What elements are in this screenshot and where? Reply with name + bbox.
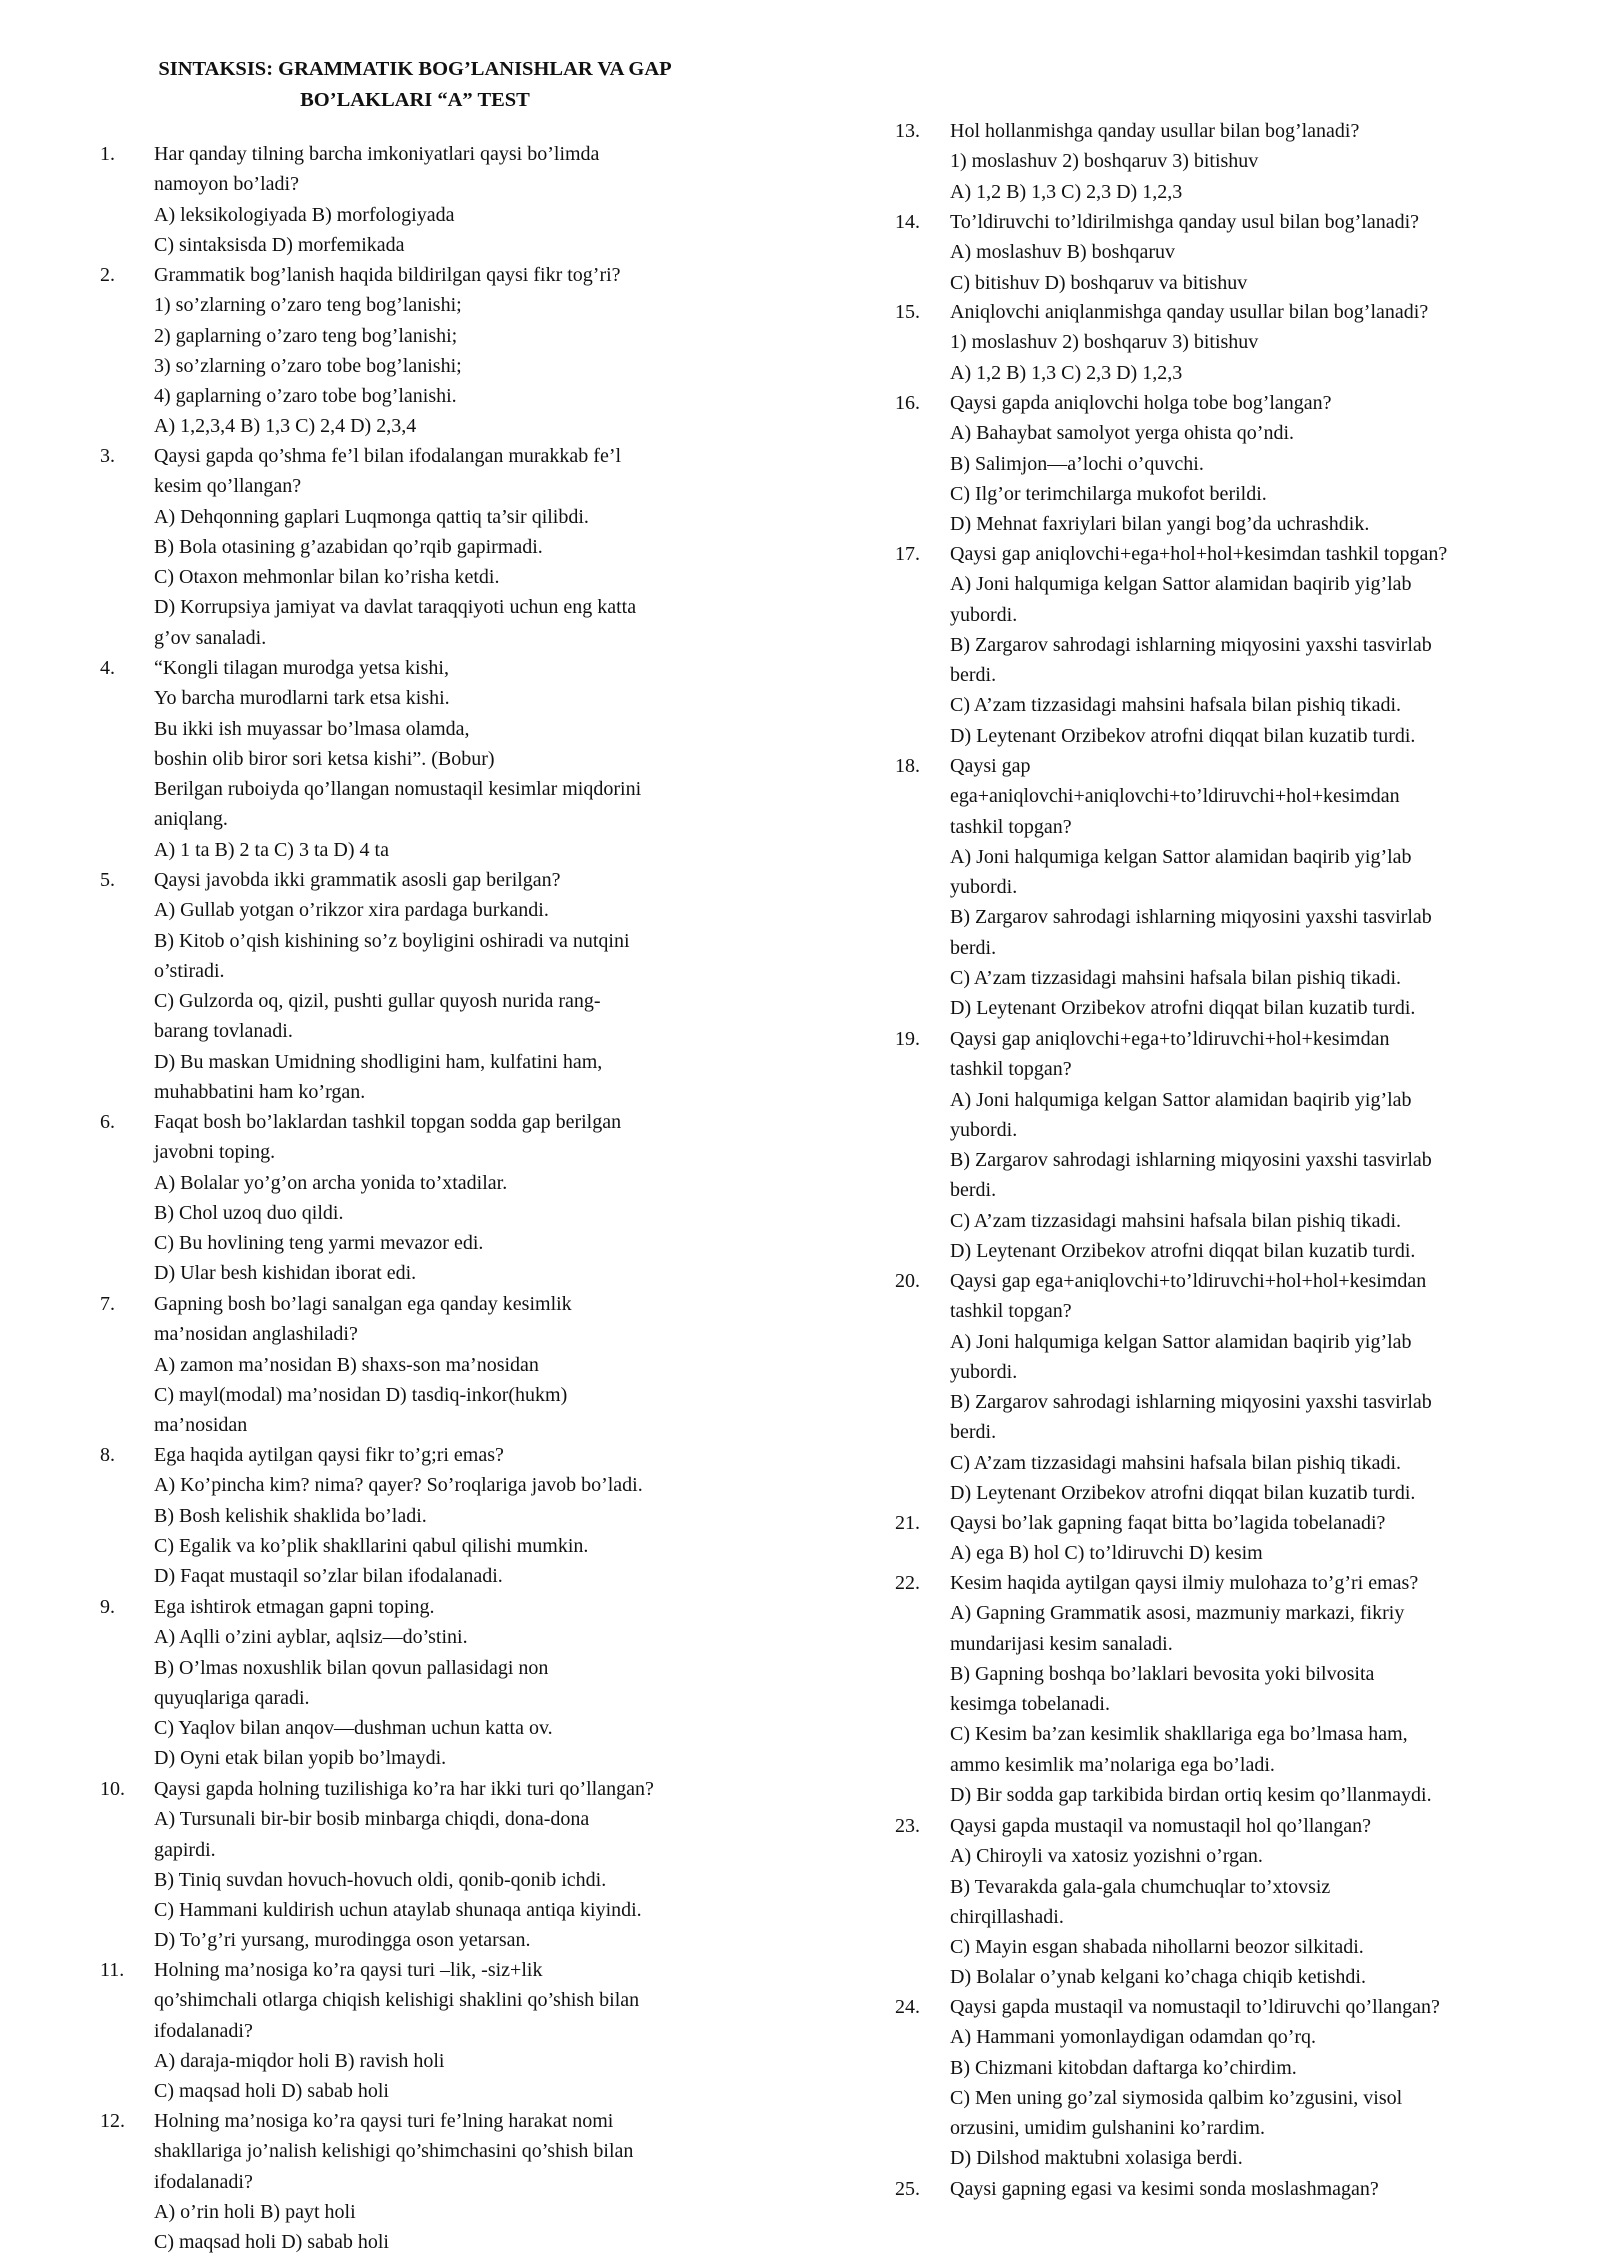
question-number: 9. xyxy=(100,1596,115,1618)
question-line: A) 1,2 B) 1,3 C) 2,3 D) 1,2,3 xyxy=(950,180,1183,203)
question-line: D) Korrupsiya jamiyat va davlat taraqqiyoti uchun eng katta xyxy=(154,596,637,619)
question-3 xyxy=(100,441,636,653)
question-body xyxy=(154,653,641,865)
question-7 xyxy=(100,1289,572,1440)
question-text: Holning ma’nosiga ko’ra qaysi turi fe’lning harakat nomi xyxy=(154,2110,614,2132)
question-10 xyxy=(100,1774,654,1956)
question-number: 17. xyxy=(895,543,920,565)
question-line: C) bitishuv D) boshqaruv va bitishuv xyxy=(950,271,1248,294)
question-number: 23. xyxy=(895,1815,920,1837)
question-body xyxy=(950,1568,1432,1810)
question-line: o’stiradi. xyxy=(154,959,225,982)
question-line: 1) moslashuv 2) boshqaruv 3) bitishuv xyxy=(950,150,1259,173)
question-number: 15. xyxy=(895,301,920,323)
question-line: C) Yaqlov bilan anqov—dushman uchun katta ov. xyxy=(154,1717,553,1740)
question-line: B) Bola otasining g’azabidan qo’rqib gapirmadi. xyxy=(154,535,543,558)
question-number: 3. xyxy=(100,445,115,467)
question-line: berdi. xyxy=(950,1179,997,1202)
question-line: orzusini, umidim gulshanini ko’rardim. xyxy=(950,2117,1265,2140)
question-line: A) moslashuv B) boshqaruv xyxy=(950,241,1175,264)
question-body xyxy=(950,751,1432,1024)
question-line: C) sintaksisda D) morfemikada xyxy=(154,233,405,256)
question-text: Har qanday tilning barcha imkoniyatlari qaysi bo’limda xyxy=(154,143,600,165)
question-line: kesim qo’llangan? xyxy=(154,475,302,498)
question-line: shakllariga jo’nalish kelishigi qo’shimchasini qo’shish bilan xyxy=(154,2140,634,2163)
question-line: C) A’zam tizzasidagi mahsini hafsala bilan pishiq tikadi. xyxy=(950,694,1402,717)
question-line: B) Zargarov sahrodagi ishlarning miqyosini yaxshi tasvirlab xyxy=(950,1391,1432,1414)
question-line: D) Ular besh kishidan iborat edi. xyxy=(154,1262,417,1285)
question-line: C) maqsad holi D) sabab holi xyxy=(154,2080,389,2103)
question-line: yubordi. xyxy=(950,603,1018,626)
question-body xyxy=(950,1508,1385,1569)
question-line: 4) gaplarning o’zaro tobe bog’lanishi. xyxy=(154,385,457,408)
question-number: 2. xyxy=(100,264,115,286)
question-line: B) Chizmani kitobdan daftarga ko’chirdim. xyxy=(950,2056,1297,2079)
question-line: Berilgan ruboiyda qo’llangan nomustaqil kesimlar miqdorini xyxy=(154,778,642,801)
question-line: A) Hammani yomonlaydigan odamdan qo’rq. xyxy=(950,2026,1317,2049)
question-line: A) 1,2 B) 1,3 C) 2,3 D) 1,2,3 xyxy=(950,361,1183,384)
question-16 xyxy=(895,388,1369,539)
question-line: A) Joni halqumiga kelgan Sattor alamidan baqirib yig’lab xyxy=(950,1330,1412,1353)
question-line: D) Leytenant Orzibekov atrofni diqqat bilan kuzatib turdi. xyxy=(950,1482,1416,1505)
question-line: 3) so’zlarning o’zaro tobe bog’lanishi; xyxy=(154,354,462,377)
question-number: 20. xyxy=(895,1270,920,1292)
question-line: A) Gapning Grammatik asosi, mazmuniy markazi, fikriy xyxy=(950,1602,1405,1625)
question-line: A) Dehqonning gaplari Luqmonga qattiq ta’sir qilibdi. xyxy=(154,505,589,528)
question-text: Qaysi javobda ikki grammatik asosli gap berilgan? xyxy=(154,869,561,891)
question-body xyxy=(950,207,1419,298)
question-line: ammo kesimlik ma’nolariga ega bo’ladi. xyxy=(950,1753,1275,1776)
question-text: Qaysi gapda mustaqil va nomustaqil hol qo’llangan? xyxy=(950,1815,1372,1837)
question-line: tashkil topgan? xyxy=(950,1058,1072,1081)
question-line: B) Bosh kelishik shaklida bo’ladi. xyxy=(154,1504,427,1527)
question-line: D) Bolalar o’ynab kelgani ko’chaga chiqib ketishdi. xyxy=(950,1966,1366,1989)
question-line: A) Joni halqumiga kelgan Sattor alamidan baqirib yig’lab xyxy=(950,1088,1412,1111)
question-line: quyuqlariga qaradi. xyxy=(154,1686,310,1709)
question-line: C) Egalik va ko’plik shakllarini qabul qilishi mumkin. xyxy=(154,1534,589,1557)
question-text: Hol hollanmishga qanday usullar bilan bog’lanadi? xyxy=(950,120,1360,142)
question-1 xyxy=(100,139,599,260)
question-line: C) Kesim ba’zan kesimlik shakllariga ega bo’lmasa ham, xyxy=(950,1723,1408,1746)
question-line: A) Chiroyli va xatosiz yozishni o’rgan. xyxy=(950,1845,1263,1868)
question-body xyxy=(154,139,599,260)
question-line: B) Kitob o’qish kishining so’z boyligini oshiradi va nutqini xyxy=(154,929,630,952)
question-15 xyxy=(895,297,1428,388)
question-text: Ega haqida aytilgan qaysi fikr to’g;ri emas? xyxy=(154,1444,504,1466)
question-line: A) 1 ta B) 2 ta C) 3 ta D) 4 ta xyxy=(154,838,389,861)
question-line: yubordi. xyxy=(950,1118,1018,1141)
question-12 xyxy=(100,2106,633,2257)
question-line: A) leksikologiyada B) morfologiyada xyxy=(154,203,455,226)
question-line: A) Aqlli o’zini ayblar, aqlsiz—do’stini. xyxy=(154,1626,468,1649)
question-text: Qaysi gapda holning tuzilishiga ko’ra har ikki turi qo’llangan? xyxy=(154,1778,654,1800)
question-line: muhabbatini ham ko’rgan. xyxy=(154,1081,366,1104)
question-body xyxy=(154,1592,553,1774)
question-5 xyxy=(100,865,630,1107)
question-number: 24. xyxy=(895,1996,920,2018)
question-line: boshin olib biror sori ketsa kishi”. (Bobur) xyxy=(154,747,495,770)
question-body xyxy=(950,1024,1432,1266)
question-body xyxy=(154,865,630,1107)
question-23 xyxy=(895,1811,1371,1993)
question-line: namoyon bo’ladi? xyxy=(154,173,299,196)
question-line: berdi. xyxy=(950,936,997,959)
question-line: B) Tevarakda gala-gala chumchuqlar to’xtovsiz xyxy=(950,1875,1331,1898)
question-text: Gapning bosh bo’lagi sanalgan ega qanday kesimlik xyxy=(154,1293,572,1315)
question-line: B) Zargarov sahrodagi ishlarning miqyosini yaxshi tasvirlab xyxy=(950,906,1432,929)
question-number: 25. xyxy=(895,2178,920,2200)
question-line: berdi. xyxy=(950,1421,997,1444)
question-line: qo’shimchali otlarga chiqish kelishigi shaklini qo’shish bilan xyxy=(154,1989,640,2012)
test-title xyxy=(95,54,735,116)
question-line: berdi. xyxy=(950,664,997,687)
question-number: 8. xyxy=(100,1444,115,1466)
question-text: Aniqlovchi aniqlanmishga qanday usullar bilan bog’lanadi? xyxy=(950,301,1429,323)
question-body xyxy=(154,1107,621,1289)
question-number: 11. xyxy=(100,1959,125,1981)
question-line: D) Leytenant Orzibekov atrofni diqqat bilan kuzatib turdi. xyxy=(950,997,1416,1020)
question-text: Qaysi gap aniqlovchi+ega+hol+hol+kesimdan tashkil topgan? xyxy=(950,543,1448,565)
question-line: ifodalanadi? xyxy=(154,2170,253,2193)
question-line: aniqlang. xyxy=(154,808,228,831)
question-line: A) Bahaybat samolyot yerga ohista qo’ndi. xyxy=(950,422,1295,445)
question-line: yubordi. xyxy=(950,876,1018,899)
question-text: Kesim haqida aytilgan qaysi ilmiy mulohaza to’g’ri emas? xyxy=(950,1572,1419,1594)
question-body xyxy=(950,297,1428,388)
question-line: kesimga tobelanadi. xyxy=(950,1693,1110,1716)
question-line: D) Oyni etak bilan yopib bo’lmaydi. xyxy=(154,1747,447,1770)
question-line: C) Ilg’or terimchilarga mukofot berildi. xyxy=(950,482,1267,505)
question-13 xyxy=(895,116,1359,207)
question-line: tashkil topgan? xyxy=(950,1300,1072,1323)
question-line: B) Zargarov sahrodagi ishlarning miqyosini yaxshi tasvirlab xyxy=(950,633,1432,656)
question-21 xyxy=(895,1508,1385,1569)
question-text: Faqat bosh bo’laklardan tashkil topgan sodda gap berilgan xyxy=(154,1111,622,1133)
question-number: 14. xyxy=(895,211,920,233)
question-body xyxy=(950,388,1369,539)
question-text: Qaysi gapda mustaqil va nomustaqil to’ldiruvchi qo’llangan? xyxy=(950,1996,1440,2018)
question-line: 1) so’zlarning o’zaro teng bog’lanishi; xyxy=(154,294,462,317)
question-line: A) Ko’pincha kim? nima? qayer? So’roqlariga javob bo’ladi. xyxy=(154,1474,643,1497)
question-line: gapirdi. xyxy=(154,1838,216,1861)
question-line: A) ega B) hol C) to’ldiruvchi D) kesim xyxy=(950,1542,1263,1565)
question-24 xyxy=(895,1992,1440,2174)
question-number: 1. xyxy=(100,143,115,165)
question-text: Holning ma’nosiga ko’ra qaysi turi –lik, -siz+lik xyxy=(154,1959,543,1981)
question-number: 18. xyxy=(895,755,920,777)
question-line: C) Bu hovlining teng yarmi mevazor edi. xyxy=(154,1232,484,1255)
question-body xyxy=(154,1440,643,1591)
question-number: 21. xyxy=(895,1512,920,1534)
question-line: D) Bir sodda gap tarkibida birdan ortiq kesim qo’llanmaydi. xyxy=(950,1784,1432,1807)
question-line: B) O’lmas noxushlik bilan qovun pallasidagi non xyxy=(154,1656,549,1679)
question-body xyxy=(154,441,636,653)
question-line: A) zamon ma’nosidan B) shaxs-son ma’nosidan xyxy=(154,1353,539,1376)
question-text: Qaysi gap xyxy=(950,755,1031,777)
question-line: javobni toping. xyxy=(154,1141,276,1164)
question-line: ma’nosidan anglashiladi? xyxy=(154,1323,358,1346)
question-line: D) To’g’ri yursang, murodingga oson yetarsan. xyxy=(154,1929,531,1952)
question-body xyxy=(154,260,621,442)
question-body xyxy=(154,2106,633,2257)
question-number: 13. xyxy=(895,120,920,142)
question-line: mundarijasi kesim sanaladi. xyxy=(950,1632,1173,1655)
question-line: g’ov sanaladi. xyxy=(154,626,267,649)
question-line: C) Men uning go’zal siymosida qalbim ko’zgusini, visol xyxy=(950,2086,1403,2109)
question-line: B) Gapning boshqa bo’laklari bevosita yoki bilvosita xyxy=(950,1662,1375,1685)
question-line: yubordi. xyxy=(950,1360,1018,1383)
question-line: D) Leytenant Orzibekov atrofni diqqat bilan kuzatib turdi. xyxy=(950,724,1416,747)
question-25 xyxy=(895,2174,1379,2204)
question-line: C) Hammani kuldirish uchun ataylab shunaqa antiqa kiyindi. xyxy=(154,1899,642,1922)
question-number: 22. xyxy=(895,1572,920,1594)
question-number: 10. xyxy=(100,1778,125,1800)
question-line: 2) gaplarning o’zaro teng bog’lanishi; xyxy=(154,324,458,347)
question-line: A) Tursunali bir-bir bosib minbarga chiqdi, dona-dona xyxy=(154,1808,590,1831)
question-body xyxy=(950,1266,1432,1508)
question-6 xyxy=(100,1107,621,1289)
question-text: Qaysi bo’lak gapning faqat bitta bo’lagida tobelanadi? xyxy=(950,1512,1386,1534)
question-line: A) Joni halqumiga kelgan Sattor alamidan baqirib yig’lab xyxy=(950,845,1412,868)
question-11 xyxy=(100,1955,639,2106)
question-line: A) daraja-miqdor holi B) ravish holi xyxy=(154,2049,445,2072)
question-line: C) A’zam tizzasidagi mahsini hafsala bilan pishiq tikadi. xyxy=(950,1209,1402,1232)
question-line: C) Otaxon mehmonlar bilan ko’risha ketdi. xyxy=(154,566,500,589)
question-line: C) mayl(modal) ma’nosidan D) tasdiq-inkor(hukm) xyxy=(154,1383,568,1406)
question-22 xyxy=(895,1568,1432,1810)
question-line: A) Joni halqumiga kelgan Sattor alamidan baqirib yig’lab xyxy=(950,573,1412,596)
question-text: Qaysi gapda qo’shma fe’l bilan ifodalangan murakkab fe’l xyxy=(154,445,622,467)
question-line: C) A’zam tizzasidagi mahsini hafsala bilan pishiq tikadi. xyxy=(950,1451,1402,1474)
question-number: 19. xyxy=(895,1028,920,1050)
question-line: D) Mehnat faxriylari bilan yangi bog’da uchrashdik. xyxy=(950,513,1370,536)
question-body xyxy=(950,116,1359,207)
question-line: tashkil topgan? xyxy=(950,815,1072,838)
question-text: Qaysi gap ega+aniqlovchi+to’ldiruvchi+hol+hol+kesimdan xyxy=(950,1270,1427,1292)
question-line: D) Dilshod maktubni xolasiga berdi. xyxy=(950,2147,1243,2170)
question-line: Yo barcha murodlarni tark etsa kishi. xyxy=(154,687,450,710)
question-number: 4. xyxy=(100,657,115,679)
title-line-1: SINTAKSIS: GRAMMATIK BOG’LANISHLAR VA GAP xyxy=(158,58,672,80)
question-number: 12. xyxy=(100,2110,125,2132)
question-number: 5. xyxy=(100,869,115,891)
question-number: 16. xyxy=(895,392,920,414)
question-line: ega+aniqlovchi+aniqlovchi+to’ldiruvchi+hol+kesimdan xyxy=(950,785,1400,808)
question-line: D) Faqat mustaqil so’zlar bilan ifodalanadi. xyxy=(154,1565,503,1588)
question-text: Qaysi gap aniqlovchi+ega+to’ldiruvchi+hol+kesimdan xyxy=(950,1028,1390,1050)
question-text: To’ldiruvchi to’ldirilmishga qanday usul bilan bog’lanadi? xyxy=(950,211,1420,233)
question-2 xyxy=(100,260,621,442)
title-line-2: BO’LAKLARI “A” TEST xyxy=(300,89,530,111)
question-line: A) Bolalar yo’g’on archa yonida to’xtadilar. xyxy=(154,1171,508,1194)
question-text: “Kongli tilagan murodga yetsa kishi, xyxy=(154,657,449,679)
question-line: B) Salimjon—a’lochi o’quvchi. xyxy=(950,452,1204,475)
question-line: D) Bu maskan Umidning shodligini ham, kulfatini ham, xyxy=(154,1050,603,1073)
question-text: Ega ishtirok etmagan gapni toping. xyxy=(154,1596,435,1618)
question-line: ma’nosidan xyxy=(154,1414,248,1437)
question-line: 1) moslashuv 2) boshqaruv 3) bitishuv xyxy=(950,331,1259,354)
question-line: B) Tiniq suvdan hovuch-hovuch oldi, qonib-qonib ichdi. xyxy=(154,1868,607,1891)
question-line: C) A’zam tizzasidagi mahsini hafsala bilan pishiq tikadi. xyxy=(950,967,1402,990)
question-line: A) 1,2,3,4 B) 1,3 C) 2,4 D) 2,3,4 xyxy=(154,415,417,438)
question-body xyxy=(950,539,1447,751)
question-text: Grammatik bog’lanish haqida bildirilgan qaysi fikr tog’ri? xyxy=(154,264,621,286)
question-body xyxy=(950,2174,1379,2204)
question-body xyxy=(154,1955,639,2106)
question-line: D) Leytenant Orzibekov atrofni diqqat bilan kuzatib turdi. xyxy=(950,1240,1416,1263)
question-number: 6. xyxy=(100,1111,115,1133)
question-body xyxy=(154,1289,572,1440)
question-line: barang tovlanadi. xyxy=(154,1020,293,1043)
question-body xyxy=(950,1992,1440,2174)
question-text: Qaysi gapda aniqlovchi holga tobe bog’langan? xyxy=(950,392,1332,414)
question-line: Bu ikki ish muyassar bo’lmasa olamda, xyxy=(154,717,470,740)
question-line: A) Gullab yotgan o’rikzor xira pardaga burkandi. xyxy=(154,899,549,922)
question-body xyxy=(154,1774,654,1956)
question-20 xyxy=(895,1266,1432,1508)
question-8 xyxy=(100,1440,643,1591)
question-line: C) Mayin esgan shabada nihollarni beozor silkitadi. xyxy=(950,1936,1364,1959)
question-line: C) maqsad holi D) sabab holi xyxy=(154,2231,389,2254)
question-line: chirqillashadi. xyxy=(950,1905,1064,1928)
question-line: B) Chol uzoq duo qildi. xyxy=(154,1201,344,1224)
question-19 xyxy=(895,1024,1432,1266)
question-18 xyxy=(895,751,1432,1024)
question-text: Qaysi gapning egasi va kesimi sonda moslashmagan? xyxy=(950,2178,1379,2200)
question-number: 7. xyxy=(100,1293,115,1315)
question-line: ifodalanadi? xyxy=(154,2019,253,2042)
question-14 xyxy=(895,207,1419,298)
question-body xyxy=(950,1811,1371,1993)
question-line: A) o’rin holi B) payt holi xyxy=(154,2200,356,2223)
question-9 xyxy=(100,1592,553,1774)
question-4 xyxy=(100,653,641,865)
question-17 xyxy=(895,539,1447,751)
question-line: C) Gulzorda oq, qizil, pushti gullar quyosh nurida rang- xyxy=(154,990,601,1013)
question-line: B) Zargarov sahrodagi ishlarning miqyosini yaxshi tasvirlab xyxy=(950,1149,1432,1172)
